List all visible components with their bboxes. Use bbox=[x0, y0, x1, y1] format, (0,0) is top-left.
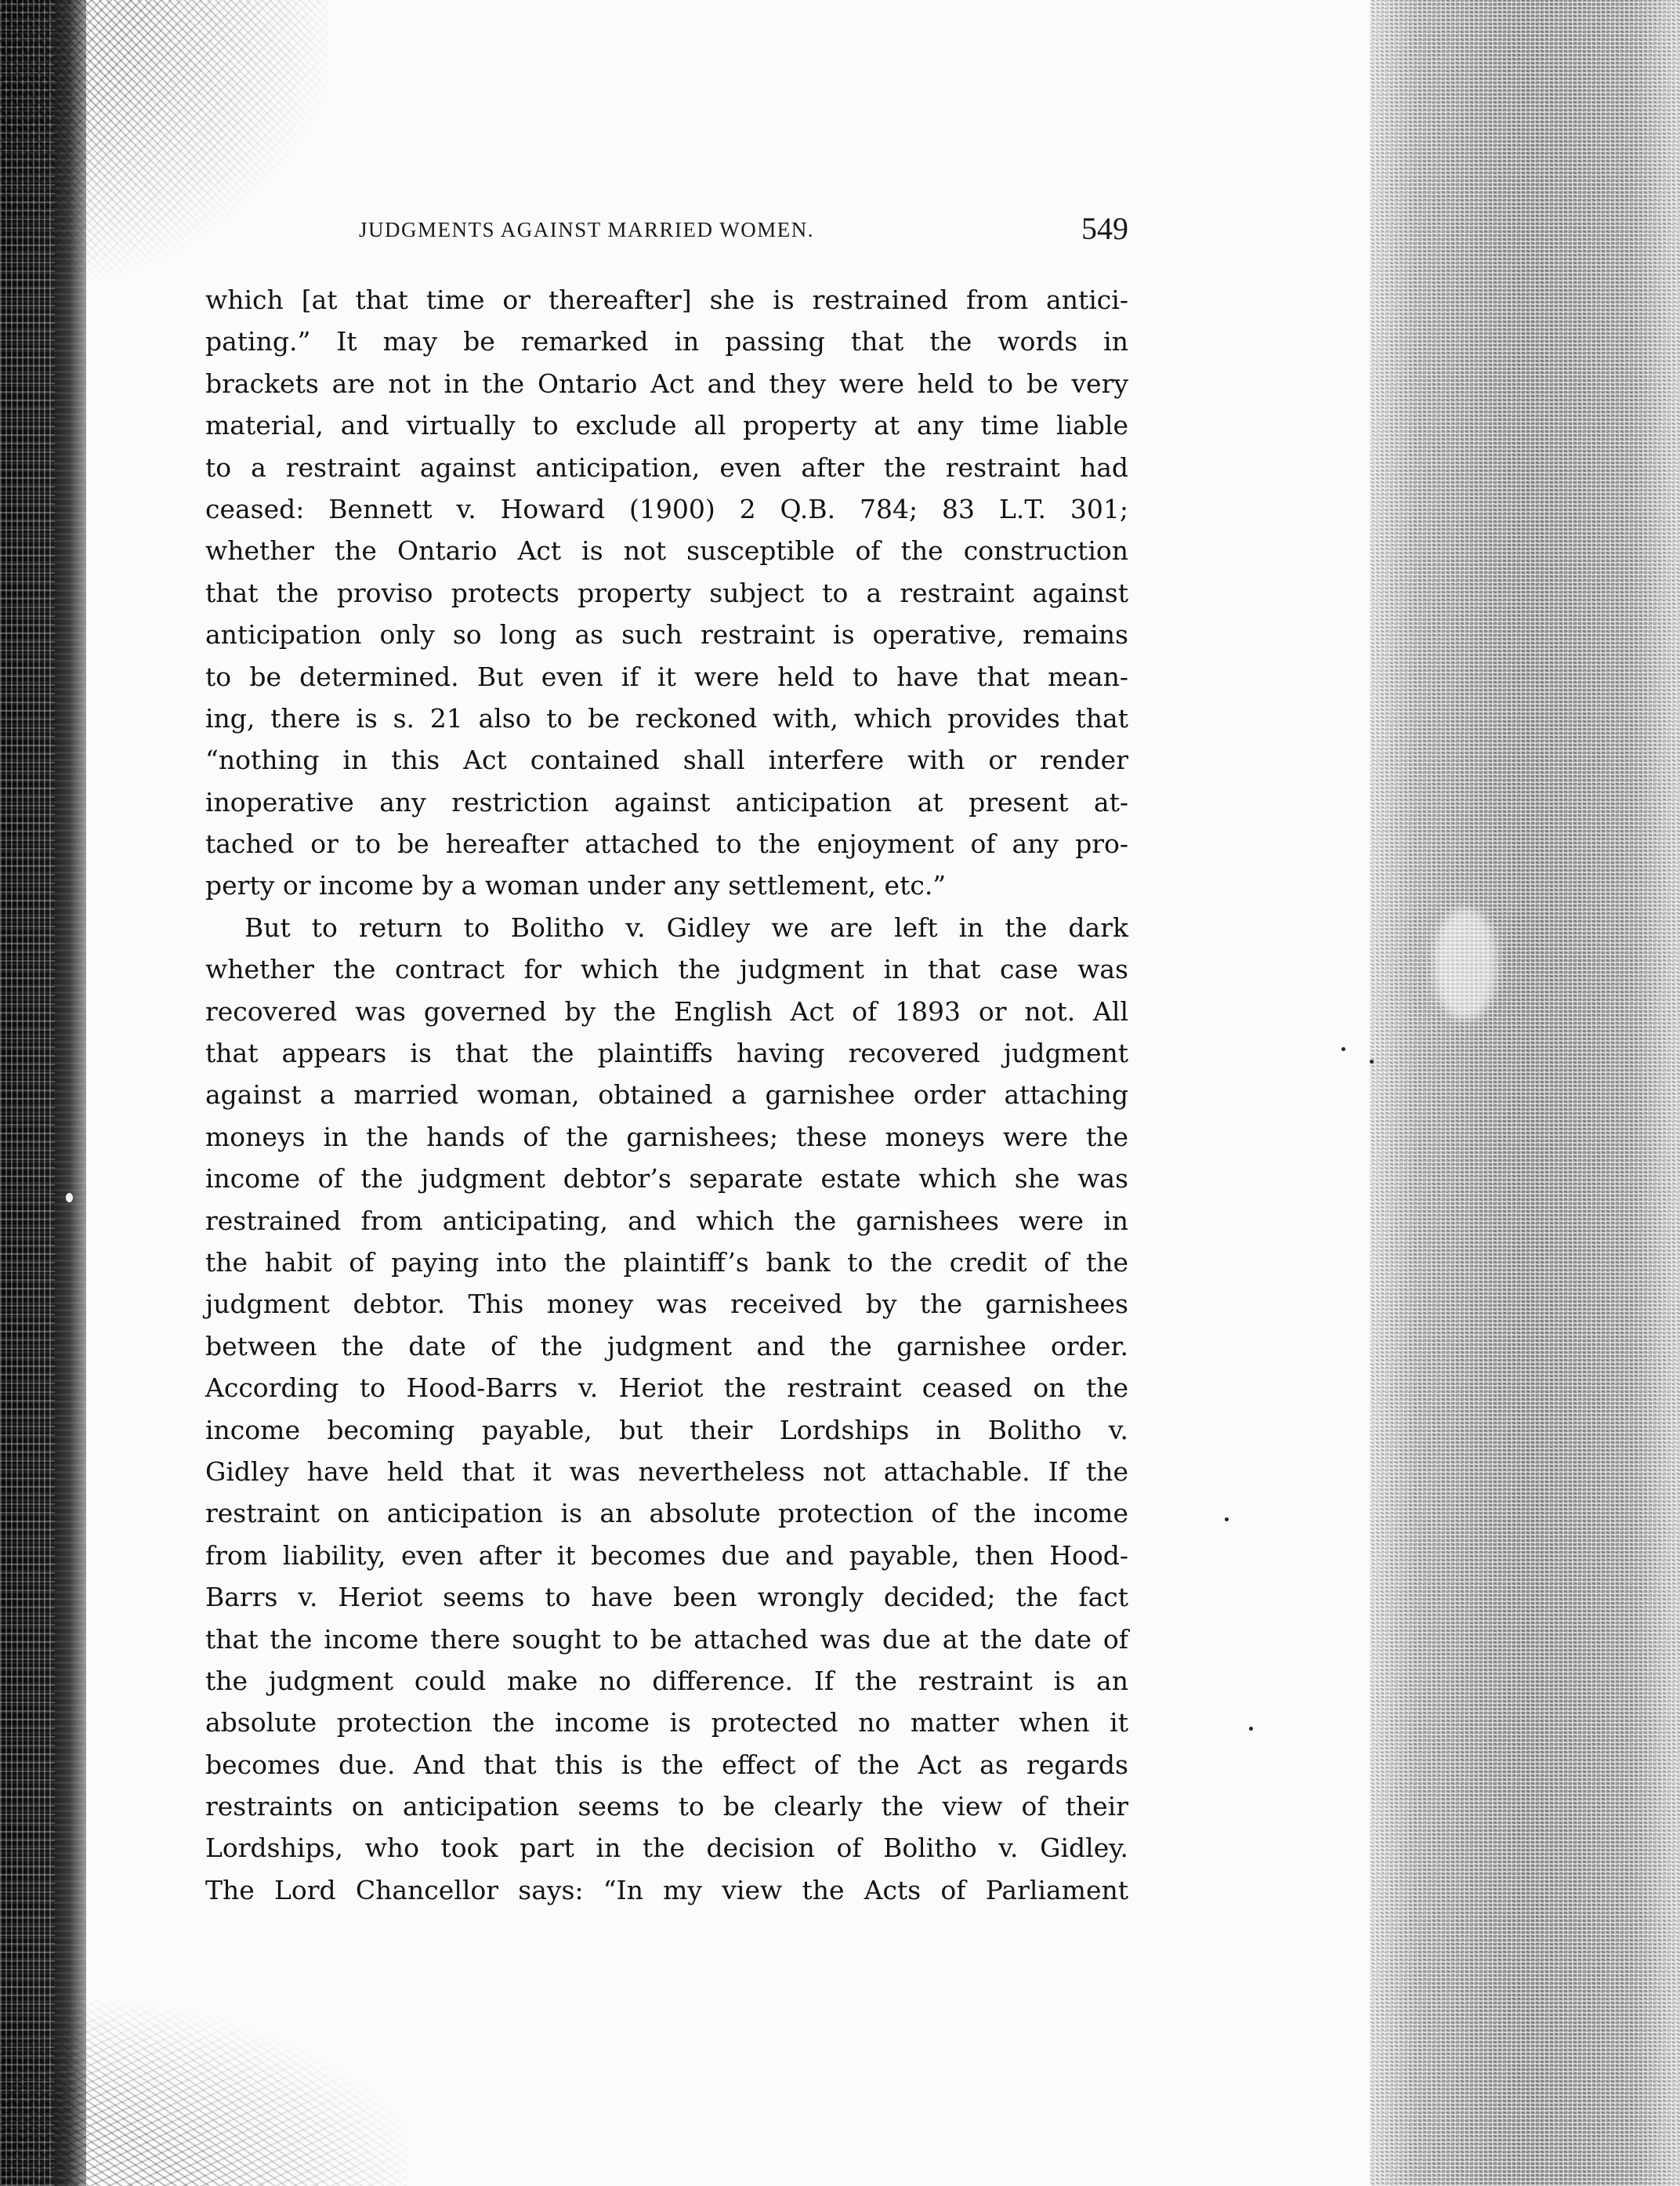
text-line: perty or income by a woman under any settlement, etc.” bbox=[205, 870, 947, 901]
text-line: recovered was governed by the English Act of 1893 or not. All bbox=[205, 995, 1128, 1027]
text-line: becomes due. And that this is the effect of the Act as regards bbox=[205, 1749, 1128, 1780]
scan-speck bbox=[1370, 1060, 1374, 1064]
text-line: inoperative any restriction against anticipation at present at- bbox=[205, 786, 1128, 817]
text-line: restraints on anticipation seems to be clearly the view of their bbox=[205, 1791, 1128, 1822]
text-line: income of the judgment debtor’s separate estate which she was bbox=[205, 1163, 1128, 1195]
text-line: the habit of paying into the plaintiff’s bank to the credit of the bbox=[205, 1246, 1128, 1278]
text-line: Lordships, who took part in the decision of Bolitho v. Gidley. bbox=[205, 1833, 1128, 1864]
paragraph-2 bbox=[205, 907, 1128, 1911]
scan-speck bbox=[1249, 1727, 1253, 1731]
text-line: from liability, even after it becomes due and payable, then Hood- bbox=[205, 1539, 1128, 1571]
text-line: ing, there is s. 21 also to be reckoned with, which provides that bbox=[205, 702, 1128, 734]
page-number: 549 bbox=[1081, 211, 1128, 246]
text-line: But to return to Bolitho v. Gidley we are left in the dark bbox=[244, 912, 1128, 943]
text-line: ceased: Bennett v. Howard (1900) 2 Q.B. 784; 83 L.T. 301; bbox=[205, 493, 1128, 524]
text-line: “nothing in this Act contained shall interfere with or render bbox=[205, 745, 1128, 776]
scan-speck bbox=[1225, 1517, 1229, 1521]
text-line: anticipation only so long as such restraint is operative, remains bbox=[205, 619, 1128, 651]
text-line: moneys in the hands of the garnishees; these moneys were the bbox=[205, 1121, 1128, 1152]
scan-bottom-left-noise bbox=[0, 1998, 407, 2186]
text-line: whether the contract for which the judgment in that case was bbox=[205, 954, 1128, 985]
text-line: the judgment could make no difference. If the restraint is an bbox=[205, 1665, 1128, 1696]
running-head bbox=[205, 210, 1128, 257]
text-line: pating.” It may be remarked in passing that the words in bbox=[205, 326, 1128, 357]
text-line: which [at that time or thereafter] she is restrained from antici- bbox=[205, 285, 1128, 315]
text-line: that appears is that the plaintiffs having recovered judgment bbox=[205, 1038, 1128, 1069]
scan-left-speckle bbox=[0, 0, 55, 2186]
text-line: income becoming payable, but their Lordships in Bolitho v. bbox=[205, 1414, 1128, 1445]
text-line: The Lord Chancellor says: “In my view the Acts of Parliament bbox=[205, 1874, 1128, 1905]
text-line: that the proviso protects property subject to a restraint against bbox=[205, 577, 1128, 608]
scan-right-edge-blotch bbox=[1434, 909, 1497, 1019]
text-line: that the income there sought to be attached was due at the date of bbox=[205, 1623, 1128, 1655]
body-text bbox=[205, 279, 1128, 1911]
text-line: to be determined. But even if it were held to have that mean- bbox=[205, 661, 1128, 692]
text-line: restraint on anticipation is an absolute protection of the income bbox=[205, 1498, 1128, 1529]
paragraph-1 bbox=[205, 279, 1128, 907]
text-line: tached or to be hereafter attached to the enjoyment of any pro- bbox=[205, 828, 1128, 860]
text-line: restrained from anticipating, and which the garnishees were in bbox=[205, 1205, 1128, 1236]
text-line: absolute protection the income is protected no matter when it bbox=[205, 1707, 1128, 1738]
running-head-title: JUDGMENTS AGAINST MARRIED WOMEN. bbox=[359, 218, 815, 241]
scan-speck bbox=[66, 1193, 73, 1202]
text-line: brackets are not in the Ontario Act and they were held to be very bbox=[205, 368, 1128, 399]
text-line: against a married woman, obtained a garnishee order attaching bbox=[205, 1079, 1128, 1111]
text-line: to a restraint against anticipation, even after the restraint had bbox=[205, 451, 1128, 483]
text-line: whether the Ontario Act is not susceptible of the construction bbox=[205, 535, 1128, 567]
text-line: between the date of the judgment and the garnishee order. bbox=[205, 1330, 1128, 1361]
text-line: Barrs v. Heriot seems to have been wrongly decided; the fact bbox=[205, 1582, 1128, 1613]
text-line: judgment debtor. This money was received by the garnishees bbox=[205, 1289, 1128, 1320]
text-line: Gidley have held that it was nevertheless not attachable. If the bbox=[205, 1456, 1128, 1487]
scan-speck bbox=[1341, 1047, 1345, 1051]
page-content bbox=[205, 210, 1128, 1911]
scan-right-edge bbox=[1370, 0, 1680, 2186]
text-line: According to Hood-Barrs v. Heriot the restraint ceased on the bbox=[205, 1372, 1128, 1404]
text-line: material, and virtually to exclude all property at any time liable bbox=[205, 410, 1128, 441]
